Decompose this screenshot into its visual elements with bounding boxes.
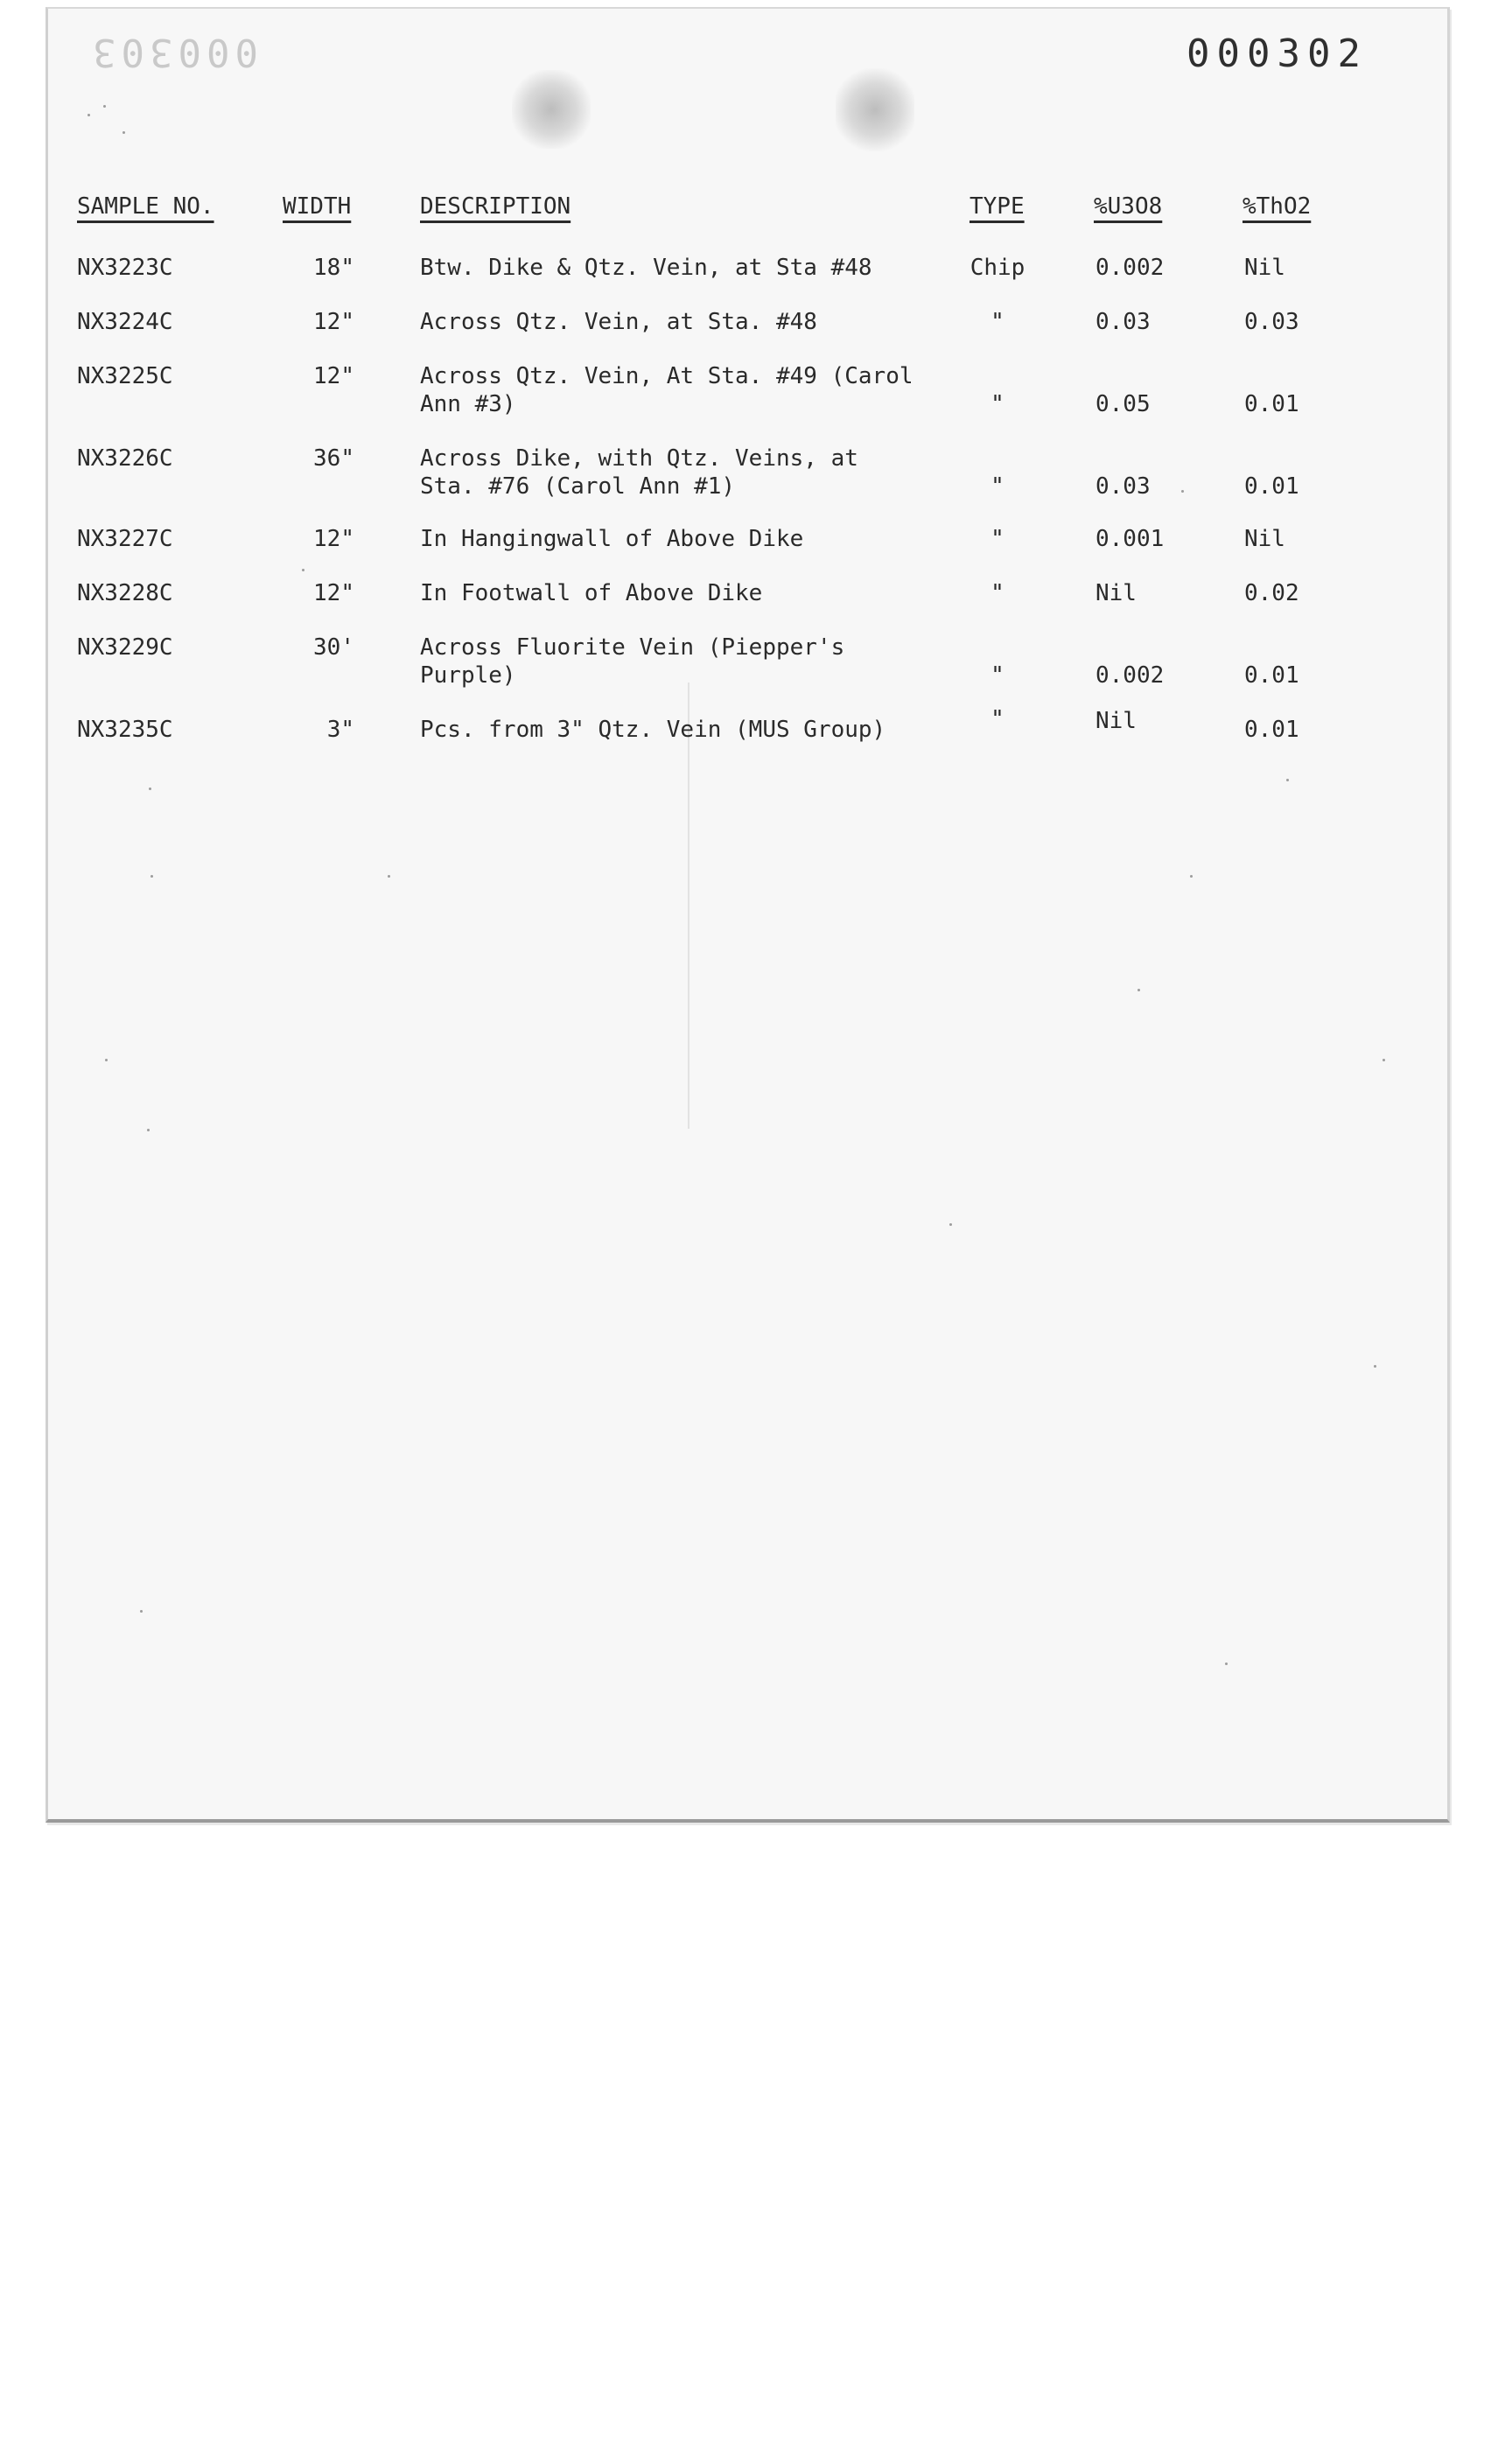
cell-type: " bbox=[990, 662, 1004, 689]
cell-type: " bbox=[990, 526, 1004, 552]
cell-tho2: Nil bbox=[1244, 255, 1285, 281]
bleed-through-page-number: 000303 bbox=[88, 30, 258, 74]
header-type: TYPE bbox=[970, 193, 1025, 220]
cell-description: Across Qtz. Vein, at Sta. #48 bbox=[420, 309, 817, 335]
cell-u3o8: 0.03 bbox=[1096, 473, 1151, 500]
cell-u3o8: 0.002 bbox=[1096, 662, 1165, 689]
cell-sample-no: NX3227C bbox=[77, 526, 173, 552]
dust-speck bbox=[88, 114, 90, 116]
dust-speck bbox=[388, 875, 390, 878]
dust-speck bbox=[149, 788, 151, 790]
dust-speck bbox=[1225, 1662, 1228, 1665]
dust-speck bbox=[1374, 1365, 1376, 1368]
cell-sample-no: NX3228C bbox=[77, 580, 173, 606]
cell-u3o8: Nil bbox=[1096, 708, 1137, 734]
dust-speck bbox=[140, 1610, 143, 1613]
dust-speck bbox=[150, 875, 153, 878]
header-sample-no: SAMPLE NO. bbox=[77, 193, 214, 220]
cell-type: Chip bbox=[970, 255, 1026, 281]
cell-tho2: 0.01 bbox=[1244, 717, 1299, 743]
cell-u3o8: 0.001 bbox=[1096, 526, 1165, 552]
cell-description: In Footwall of Above Dike bbox=[420, 580, 763, 606]
cell-sample-no: NX3235C bbox=[77, 717, 173, 743]
cell-tho2: Nil bbox=[1244, 526, 1285, 552]
cell-u3o8: 0.03 bbox=[1096, 309, 1151, 335]
dust-speck bbox=[103, 105, 106, 108]
cell-tho2: 0.02 bbox=[1244, 580, 1299, 606]
header-description: DESCRIPTION bbox=[420, 193, 571, 220]
cell-description: In Hangingwall of Above Dike bbox=[420, 526, 804, 552]
cell-u3o8: 0.05 bbox=[1096, 391, 1151, 417]
cell-sample-no: NX3224C bbox=[77, 309, 173, 335]
header-width: WIDTH bbox=[283, 193, 352, 220]
cell-width: 12" bbox=[313, 580, 354, 606]
dust-speck bbox=[1382, 1059, 1385, 1061]
page-number: 000302 bbox=[1186, 32, 1368, 76]
dust-speck bbox=[147, 1129, 150, 1131]
cell-u3o8: Nil bbox=[1096, 580, 1137, 606]
cell-description: Across Fluorite Vein (Piepper's bbox=[420, 634, 845, 661]
dust-speck bbox=[122, 131, 125, 134]
cell-description: Across Qtz. Vein, At Sta. #49 (Carol bbox=[420, 363, 914, 389]
header-tho2: %ThO2 bbox=[1242, 193, 1312, 220]
dust-speck bbox=[1181, 490, 1184, 493]
header-u3o8: %U3O8 bbox=[1094, 193, 1163, 220]
fold-line bbox=[688, 682, 690, 1129]
dust-speck bbox=[302, 569, 304, 571]
cell-u3o8: 0.002 bbox=[1096, 255, 1165, 281]
cell-type: " bbox=[990, 706, 1004, 732]
cell-sample-no: NX3226C bbox=[77, 445, 173, 472]
cell-description: Pcs. from 3" Qtz. Vein (MUS Group) bbox=[420, 717, 886, 743]
cell-tho2: 0.01 bbox=[1244, 662, 1299, 689]
cell-width: 18" bbox=[313, 255, 354, 281]
cell-sample-no: NX3223C bbox=[77, 255, 173, 281]
cell-tho2: 0.01 bbox=[1244, 391, 1299, 417]
cell-sample-no: NX3229C bbox=[77, 634, 173, 661]
cell-type: " bbox=[990, 391, 1004, 417]
cell-type: " bbox=[990, 580, 1004, 606]
cell-width: 12" bbox=[313, 363, 354, 389]
dust-speck bbox=[1138, 989, 1140, 991]
cell-width: 36" bbox=[313, 445, 354, 472]
smudge-mark bbox=[512, 70, 591, 149]
cell-description: Sta. #76 (Carol Ann #1) bbox=[420, 473, 736, 500]
cell-description: Across Dike, with Qtz. Veins, at bbox=[420, 445, 858, 472]
dust-speck bbox=[949, 1223, 952, 1226]
cell-tho2: 0.03 bbox=[1244, 309, 1299, 335]
cell-sample-no: NX3225C bbox=[77, 363, 173, 389]
cell-tho2: 0.01 bbox=[1244, 473, 1299, 500]
dust-speck bbox=[1190, 875, 1193, 878]
smudge-mark bbox=[836, 68, 914, 151]
cell-description: Ann #3) bbox=[420, 391, 516, 417]
dust-speck bbox=[105, 1059, 108, 1061]
cell-width: 12" bbox=[313, 309, 354, 335]
cell-width: 12" bbox=[313, 526, 354, 552]
dust-speck bbox=[1286, 779, 1289, 781]
cell-width: 3" bbox=[326, 717, 354, 743]
cell-description: Btw. Dike & Qtz. Vein, at Sta #48 bbox=[420, 255, 872, 281]
cell-type: " bbox=[990, 473, 1004, 500]
cell-description: Purple) bbox=[420, 662, 516, 689]
cell-type: " bbox=[990, 309, 1004, 335]
cell-width: 30' bbox=[313, 634, 354, 661]
